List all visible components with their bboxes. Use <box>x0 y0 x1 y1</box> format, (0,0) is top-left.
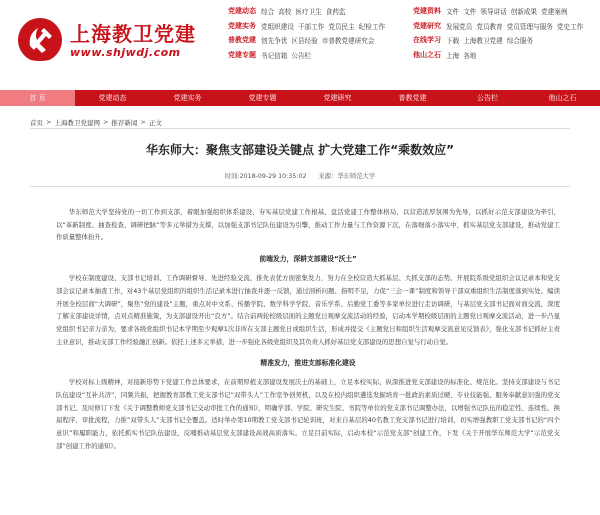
mainnav-notice[interactable]: 公告栏 <box>477 94 498 102</box>
topnav-link[interactable]: 综合 <box>261 8 275 17</box>
topnav-link[interactable]: 创先争优 <box>261 37 288 46</box>
topnav-row <box>228 19 598 34</box>
main-navigation <box>0 90 600 106</box>
topnav-head[interactable]: 党建专题 <box>228 50 256 59</box>
topnav-link[interactable]: 综合服务 <box>506 37 534 46</box>
breadcrumb-separator: > <box>102 118 109 126</box>
topnav-group-topics <box>228 50 413 60</box>
topnav-link[interactable]: 纪检工作 <box>358 22 386 31</box>
article-subheading: 精准发力，推进支部标准化建设 <box>260 359 356 368</box>
topnav-link[interactable]: 党组织建设 <box>261 22 294 31</box>
mainnav-research[interactable]: 党建研究 <box>323 94 352 102</box>
topnav-link[interactable]: 发展党员 <box>446 22 473 31</box>
party-emblem-icon <box>16 16 64 64</box>
topnav-link[interactable]: 党建案例 <box>541 8 568 17</box>
breadcrumb-section[interactable]: 推荐新闻 <box>111 118 138 127</box>
topnav-row <box>228 33 598 48</box>
article-time: 时间:2018-09-29 10:35:02 <box>224 173 307 180</box>
topnav-head[interactable]: 党建实务 <box>228 21 256 30</box>
breadcrumb-home[interactable]: 首页 <box>30 118 43 127</box>
topnav-group-materials <box>413 6 598 16</box>
topnav-link[interactable]: 食药监 <box>325 8 346 17</box>
topnav-group-news <box>228 6 413 16</box>
topnav-link[interactable]: 医疗卫生 <box>295 8 322 17</box>
topnav-link[interactable]: 党员民主 <box>328 22 355 31</box>
topnav-link[interactable]: 创新成果 <box>510 8 538 17</box>
topnav-link[interactable]: 领导讲话 <box>480 8 507 17</box>
divider <box>30 186 570 187</box>
topnav-link[interactable]: 文件 <box>446 8 460 17</box>
article-paragraph: 学校在制度建设、支部书记培训、工作调研督导、先进经验交流、推先表优方面密集发力，努力在全校营造大抓基层、大抓支部的态势。开展院系级党组织会议记录本和党支部会议记录本抽查工作，对43个基层党组织的组织生活记录本进行抽查并逐一反馈，通过剖析问题、指明不足，力促“三会一课”制度和领导干部双重组织生活制度落到实处。编读开展全校层面“大调研”，聚焦“党的建设”主题，重点对中文系、传播学院、数学科学学院、音乐学系、后勤党工委等多家单位进行走访调研，与基层党支部书记面对面交流，深度了解支部建设详情，点对点精准施策，为支部建设开出“良方”。结合前两轮校级层面的主题党日观摩交流活动的经验，启动本学期校级层面的主题党日观摩交流活动，进一步凸显党组织书记亲力亲为，要求各级党组织书记本学期至少观摩1次非所在支部主题党日或组织生活，形成并提交《主题党日和组织生活观摩交流意见反馈表》，强化支部书记抓好主责主业意识，推动支部工作经验融汇创新。依托上述多元举措，进一步强化各级党组织及其负责人抓好基层党支部建设的思想自觉与行动自觉。 <box>56 274 560 346</box>
topnav-link[interactable]: 党史工作 <box>556 22 584 31</box>
mainnav-topics[interactable]: 党建专题 <box>248 94 277 102</box>
breadcrumb-separator: > <box>140 118 146 126</box>
topnav-link[interactable]: 文件 <box>463 8 477 17</box>
article-paragraph: 华东师范大学坚持党的一切工作到支部，着眼加强组织体系建设、夯实基层党建工作根基、盘活党建工作整体格局，以营造浓厚氛围为先导，以抓好示范支部建设为牵引，以“革新制度、抽查检查、调研把脉”等多元举措为支撑，以加强支部书记队伍建设为引擎，推动工作力量与工作资源下沉，在落细落小落实中，抓实基层党支部建设，推动党建工作质量整体抬升。 <box>56 208 560 242</box>
topnav-link[interactable]: 干部工作 <box>297 22 325 31</box>
article-subheading: 前端发力，深耕支部建设“沃土” <box>259 255 357 264</box>
topnav-head[interactable]: 普教党建 <box>228 36 256 45</box>
topnav-link[interactable]: 上海 <box>446 51 460 60</box>
topnav-link[interactable]: 党员教育 <box>476 22 503 31</box>
divider <box>30 128 570 129</box>
breadcrumb-separator: > <box>46 118 52 126</box>
breadcrumb-current: 正文 <box>148 118 162 127</box>
breadcrumb-site[interactable]: 上海教卫党建网 <box>54 118 100 127</box>
breadcrumb <box>30 117 570 127</box>
topnav-group-practice <box>228 21 413 31</box>
mainnav-others[interactable]: 他山之石 <box>548 94 577 102</box>
site-title: 上海教卫党建 <box>70 22 196 46</box>
topnav-group-online <box>413 35 598 45</box>
site-header <box>0 0 600 82</box>
topnav-link[interactable]: 公告栏 <box>291 51 312 60</box>
topnav-link[interactable]: 区县经验 <box>291 37 318 46</box>
topnav-head[interactable]: 党建资料 <box>413 7 441 16</box>
article-title: 华东师大：聚焦支部建设关键点 扩大党建工作“乘数效应” <box>146 143 454 157</box>
article-meta <box>30 171 570 180</box>
mainnav-k12[interactable]: 普教党建 <box>398 94 427 102</box>
topnav-link[interactable]: 党员管理与服务 <box>506 22 553 31</box>
top-navigation <box>228 4 598 62</box>
mainnav-practice[interactable]: 党建实务 <box>173 94 202 102</box>
topnav-group-research <box>413 21 598 31</box>
site-logo[interactable] <box>12 8 202 70</box>
site-url: www.shjwdj.com <box>70 46 181 59</box>
topnav-group-others <box>413 50 598 60</box>
topnav-head[interactable]: 党建动态 <box>228 7 256 16</box>
topnav-group-k12 <box>228 35 413 45</box>
topnav-link[interactable]: 市普教党建研究会 <box>321 37 375 46</box>
topnav-row <box>228 4 598 19</box>
topnav-head[interactable]: 党建研究 <box>413 21 441 30</box>
topnav-link[interactable]: 高校 <box>278 8 292 17</box>
mainnav-home[interactable]: 首 页 <box>0 90 75 106</box>
topnav-link[interactable]: 下载 <box>446 37 460 46</box>
article-source: 来源：华东师范大学 <box>318 173 376 180</box>
topnav-head[interactable]: 他山之石 <box>413 50 441 59</box>
mainnav-news[interactable]: 党建动态 <box>98 94 127 102</box>
topnav-link[interactable]: 上海教卫党建 <box>463 37 503 46</box>
article-paragraph: 学校对标上级精神，对接新形势下党建工作总体要求，在前期厚植支部建设发展沃土的基础上，立足本校实际，纵深推进党支部建设的标准化、规范化。坚持支部建设与书记队伍建设“互补共济”，同频共振，把握教育部教工党支部书记“双带头人”工作室争创契机，以及在校内组织遴选发掘培育一批政治素质过硬、专业技能强、服务奉献意识强的党支部书记。及时修订下发《关于调整教师党支部书记交动审批工作的通知》，明确学部、学院、研究生院、书院等单位的党支部书记调整办法，以增强书记队伍的稳定性、连续性。换届程序、审批流程，力推“双带头人”支部书记全覆盖。适时举办第10期教工党支部书记轮训班，对来自基层的40名教工党支部书记进行培训，切实增强教职工党支部书记的“四个意识”和履职能力，依托抓实书记队伍建设，反哺推动基层党支部建设高效高质落实。立足目前实际，启动本校“示范党支部”创建工作，下发《关于开展华东师范大学“示范党支部”创建工作的通知》。 <box>56 378 560 450</box>
topnav-link[interactable]: 书记信箱 <box>261 51 288 60</box>
topnav-head[interactable]: 在线学习 <box>413 36 441 45</box>
topnav-link[interactable]: 各地 <box>463 51 477 60</box>
topnav-row <box>228 48 598 63</box>
article-body <box>56 206 560 461</box>
